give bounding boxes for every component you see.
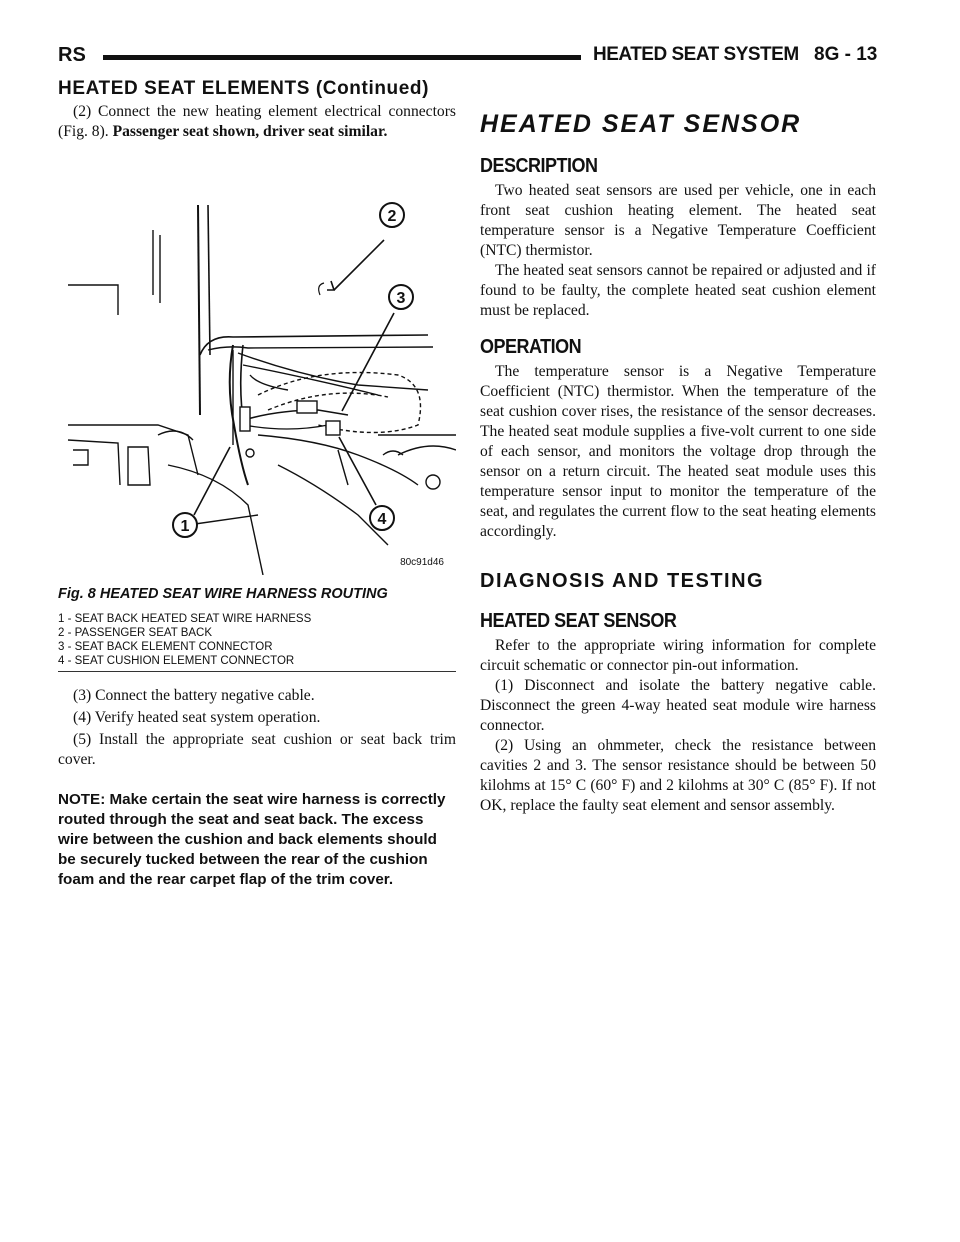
callout-4: 4	[377, 511, 387, 528]
header-left-label: RS	[58, 44, 86, 66]
diagnosis-paragraph-3: (2) Using an ohmmeter, check the resistance between cavities 2 and 3. The sensor resistance should be between 50 kilohms at 15° C (60° F) and 2 kilohms at 30° C (85° F). If not OK, replace the faulty seat element and sensor assembly.	[480, 737, 876, 814]
step2-text: (2) Connect the new heating element electrical connectors (Fig. 8).	[58, 103, 456, 140]
harness-illustration	[58, 185, 456, 575]
step3: (3) Connect the battery negative cable.	[73, 687, 315, 704]
harness-note: NOTE: Make certain the seat wire harness is correctly routed through the seat and seat back. The excess wire between the cushion and back elements should be securely tucked between the rear of the cushion foam and the rear carpet flap of the trim cover.	[58, 791, 446, 888]
legend-item: 4 - SEAT CUSHION ELEMENT CONNECTOR	[58, 655, 295, 667]
diagnosis-paragraph-1: Refer to the appropriate wiring information for complete circuit schematic or connector pin-out information.	[480, 637, 876, 674]
figure-caption: Fig. 8 HEATED SEAT WIRE HARNESS ROUTING	[58, 586, 388, 602]
legend-item: 1 - SEAT BACK HEATED SEAT WIRE HARNESS	[58, 613, 312, 625]
continued-heading: HEATED SEAT ELEMENTS (Continued)	[58, 78, 430, 99]
legend-item: 3 - SEAT BACK ELEMENT CONNECTOR	[58, 641, 273, 653]
section-title-heated-seat-sensor: HEATED SEAT SENSOR	[480, 110, 802, 138]
operation-heading: OPERATION	[480, 335, 582, 358]
callout-2: 2	[387, 208, 397, 225]
step5: (5) Install the appropriate seat cushion or seat back trim cover.	[58, 731, 456, 768]
step2-bold-text: Passenger seat shown, driver seat similar.	[112, 123, 388, 140]
diagnosis-title: DIAGNOSIS AND TESTING	[480, 570, 765, 592]
callout-1: 1	[180, 518, 190, 535]
description-paragraph-1: Two heated seat sensors are used per vehicle, one in each front seat cushion heating element. The heated seat temperature sensor is a Negative Temperature Coefficient (NTC) thermistor.	[480, 182, 876, 259]
legend-divider	[58, 671, 456, 672]
description-heading: DESCRIPTION	[480, 154, 598, 177]
description-paragraph-2: The heated seat sensors cannot be repaired or adjusted and if found to be faulty, the complete heated seat cushion element must be replaced.	[480, 262, 876, 319]
wire-harness-figure	[58, 185, 456, 575]
figure-code: 80c91d46	[400, 557, 444, 568]
right-column	[480, 110, 876, 816]
step2-paragraph	[58, 102, 456, 142]
page-number: 8G - 13	[814, 44, 878, 65]
header-rule	[103, 55, 581, 60]
step2-block	[58, 102, 456, 142]
figure-legend	[58, 612, 311, 668]
step4: (4) Verify heated seat system operation.	[73, 709, 321, 726]
legend-item: 2 - PASSENGER SEAT BACK	[58, 627, 213, 639]
operation-paragraph: The temperature sensor is a Negative Temperature Coefficient (NTC) thermistor. When the temperature of the seat cushion cover rises, the resistance of the sensor decreases. The heated seat module supplies a five-volt current to one side of each sensor, and monitors the voltage drop through the sensor on a return circuit. The heated seat module uses this temperature sensor input to monitor the temperature of the seat, and regulates the current flow to the seat heating elements accordingly.	[480, 363, 876, 540]
callout-3: 3	[396, 290, 406, 307]
diagnosis-paragraph-2: (1) Disconnect and isolate the battery negative cable. Disconnect the green 4-way heated seat module wire harness connector.	[480, 677, 876, 734]
header-section-title: HEATED SEAT SYSTEM	[593, 44, 799, 65]
diagnosis-subheading: HEATED SEAT SENSOR	[480, 609, 677, 632]
install-steps	[58, 686, 456, 770]
